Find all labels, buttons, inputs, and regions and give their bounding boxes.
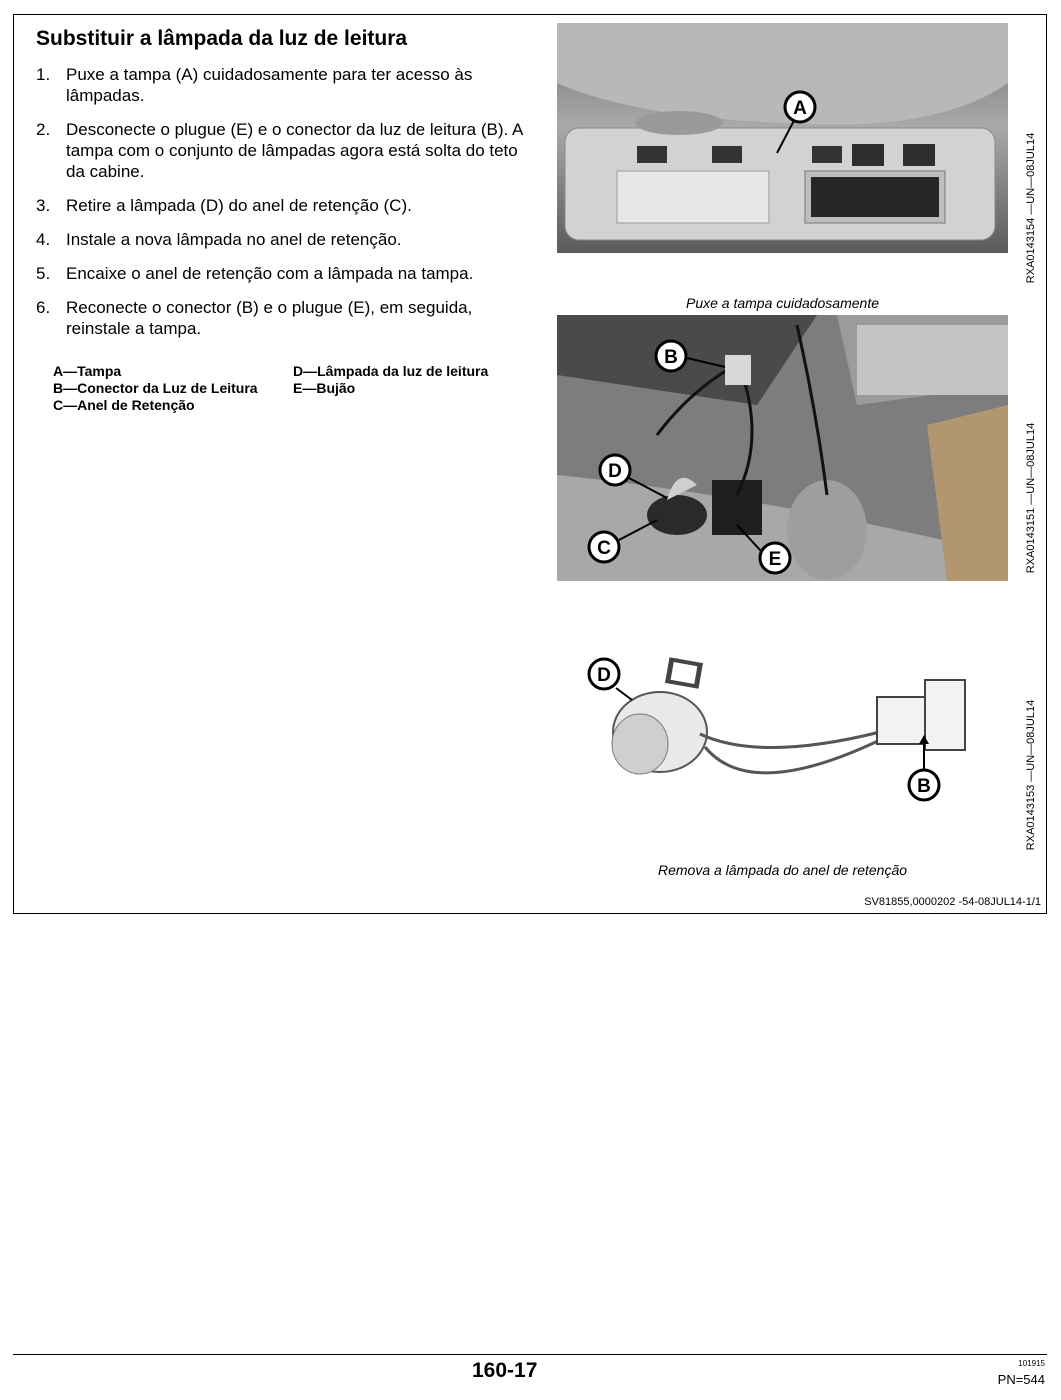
document-reference: SV81855,0000202 -54-08JUL14-1/1 <box>864 896 1041 908</box>
legend-item: A—Tampa <box>53 363 122 379</box>
callout-label: D <box>597 665 611 686</box>
legend-item: E—Bujão <box>293 380 356 396</box>
step-item: 1. Puxe a tampa (A) cuidadosamente para ter acesso às lâmpadas. <box>36 65 473 105</box>
callout-label: A <box>793 98 807 119</box>
page-title: Substituir a lâmpada da luz de leitura <box>36 27 408 50</box>
footer-divider <box>13 1354 1047 1355</box>
step-item: 2. Desconecte o plugue (E) e o conector da luz de leitura (B). A tampa com o conjunto de lâmpadas agora está solta do teto da cabine. <box>36 120 523 181</box>
callout-label: C <box>597 538 611 559</box>
callout-label: E <box>768 549 782 570</box>
legend-item: C—Anel de Retenção <box>53 397 195 413</box>
instruction-steps <box>36 64 526 352</box>
cab-ceiling-photo <box>557 23 1008 253</box>
callout-label: B <box>664 347 678 368</box>
callout-label: D <box>608 461 622 482</box>
figure-ref-code: RXA0143154 —UN—08JUL14 <box>1025 132 1037 284</box>
wiring-photo <box>557 315 1008 581</box>
step-item: 4. Instale a nova lâmpada no anel de retenção. <box>36 230 402 249</box>
page-pn: PN=544 <box>997 1372 1045 1387</box>
step-item: 3. Retire a lâmpada (D) do anel de retenção (C). <box>36 196 412 215</box>
callout-label: B <box>917 776 931 797</box>
step-item: 6. Reconecte o conector (B) e o plugue (E), em seguida, reinstale a tampa. <box>36 298 473 338</box>
figure-caption: Puxe a tampa cuidadosamente <box>685 295 879 311</box>
figure-ref-code: RXA0143151 —UN—08JUL14 <box>1025 422 1037 574</box>
step-item: 5. Encaixe o anel de retenção com a lâmpada na tampa. <box>36 264 474 283</box>
page-number: 160-17 <box>472 1359 538 1382</box>
figure-ref-code: RXA0143153 —UN—08JUL14 <box>1025 699 1037 851</box>
legend-item: B—Conector da Luz de Leitura <box>53 380 258 396</box>
figure-caption: Remova a lâmpada do anel de retenção <box>657 862 908 878</box>
footer-code: 101915 <box>1018 1359 1045 1368</box>
legend-item: D—Lâmpada da luz de leitura <box>293 363 489 379</box>
lamp-assembly-drawing <box>580 652 980 812</box>
